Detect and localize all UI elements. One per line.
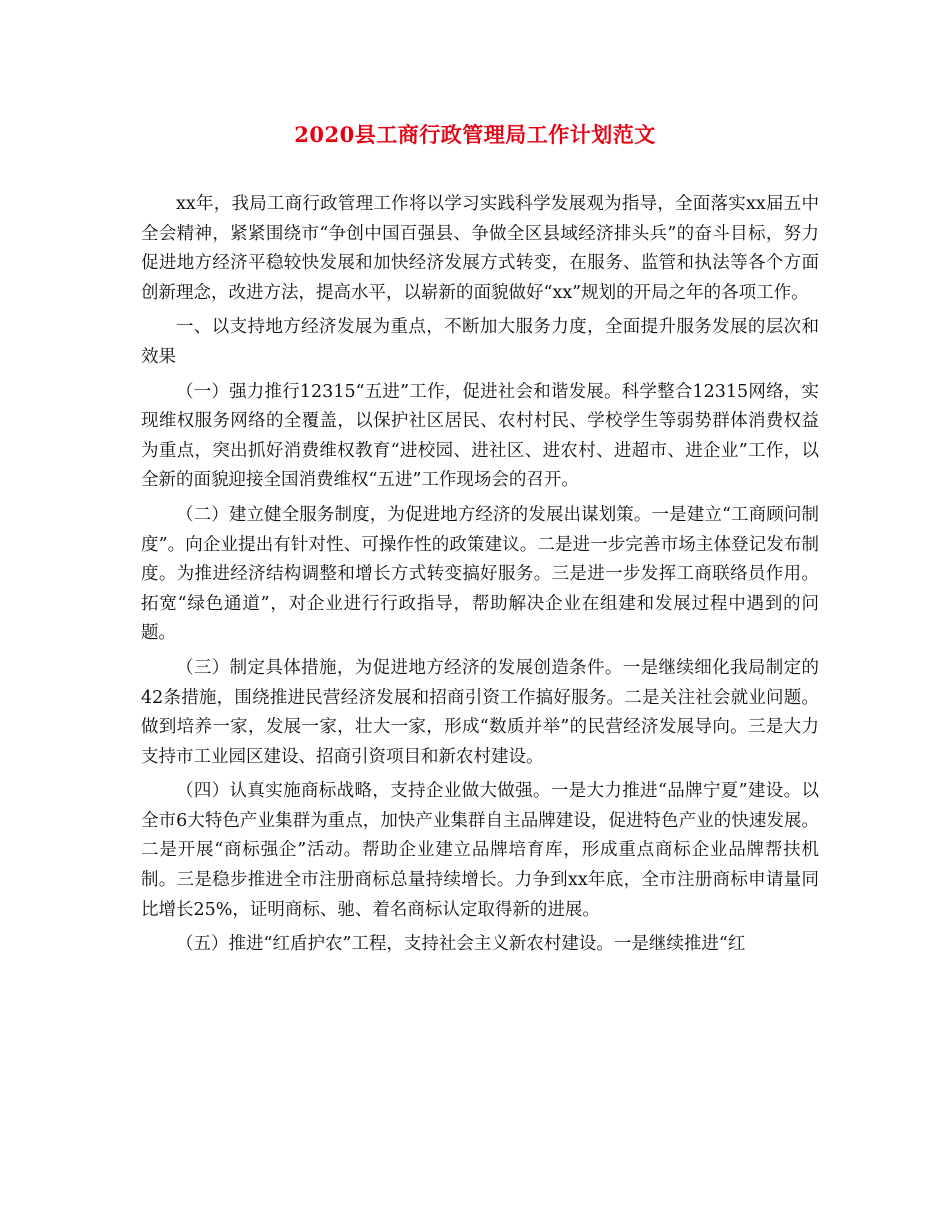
paragraph: xx年，我局工商行政管理工作将以学习实践科学发展观为指导，全面落实xx届五中全会精神，紧紧围绕市“争创中国百强县、争做全区县域经济排头兵”的奋斗目标，努力促进地方经济平稳较快发展和加快经济发展方式转变，在服务、监管和执法等各个方面创新理念，改进方法，提高水平，以崭新的面貌做好“xx”规划的开局之年的各项工作。: [141, 194, 819, 303]
document-body: [141, 190, 819, 965]
paragraph: （二）建立健全服务制度，为促进地方经济的发展出谋划策。一是建立“工商顾问制度”。向企业提出有针对性、可操作性的政策建议。二是进一步完善市场主体登记发布制度。为推进经济结构调整和增长方式转变搞好服务。三是进一步发挥工商联络员作用。拓宽“绿色通道”，对企业进行行政指导，帮助解决企业在组建和发展过程中遇到的问题。: [141, 504, 819, 644]
document-title: 2020县工商行政管理局工作计划范文: [294, 122, 656, 147]
paragraph: （一）强力推行12315“五进”工作，促进社会和谐发展。科学整合12315网络，实现维权服务网络的全覆盖，以保护社区居民、农村村民、学校学生等弱势群体消费权益为重点，突出抓好消费维权教育“进校园、进社区、进农村、进超市、进企业”工作，以全新的面貌迎接全国消费维权“五进”工作现场会的召开。: [141, 381, 819, 491]
paragraph: （四）认真实施商标战略，支持企业做大做强。一是大力推进“品牌宁夏”建设。以全市6大特色产业集群为重点，加快产业集群自主品牌建设，促进特色产业的快速发展。二是开展“商标强企”活动。帮助企业建立品牌培育库，形成重点商标企业品牌帮扶机制。三是稳步推进全市注册商标总量持续增长。力争到xx年底，全市注册商标申请量同比增长25%，证明商标、驰、着名商标认定取得新的进展。: [141, 781, 819, 920]
paragraph: （五）推进“红盾护农”工程，支持社会主义新农村建设。一是继续推进“红: [176, 934, 746, 955]
paragraph: （三）制定具体措施，为促进地方经济的发展创造条件。一是继续细化我局制定的42条措施，围绕推进民营经济发展和招商引资工作搞好服务。二是关注社会就业问题。做到培养一家，发展一家，壮大一家，形成“数质并举”的民营经济发展导向。三是大力支持市工业园区建设、招商引资项目和新农村建设。: [141, 657, 819, 767]
section-heading: 一、以支持地方经济发展为重点，不断加大服务力度，全面提升服务发展的层次和效果: [141, 317, 819, 367]
